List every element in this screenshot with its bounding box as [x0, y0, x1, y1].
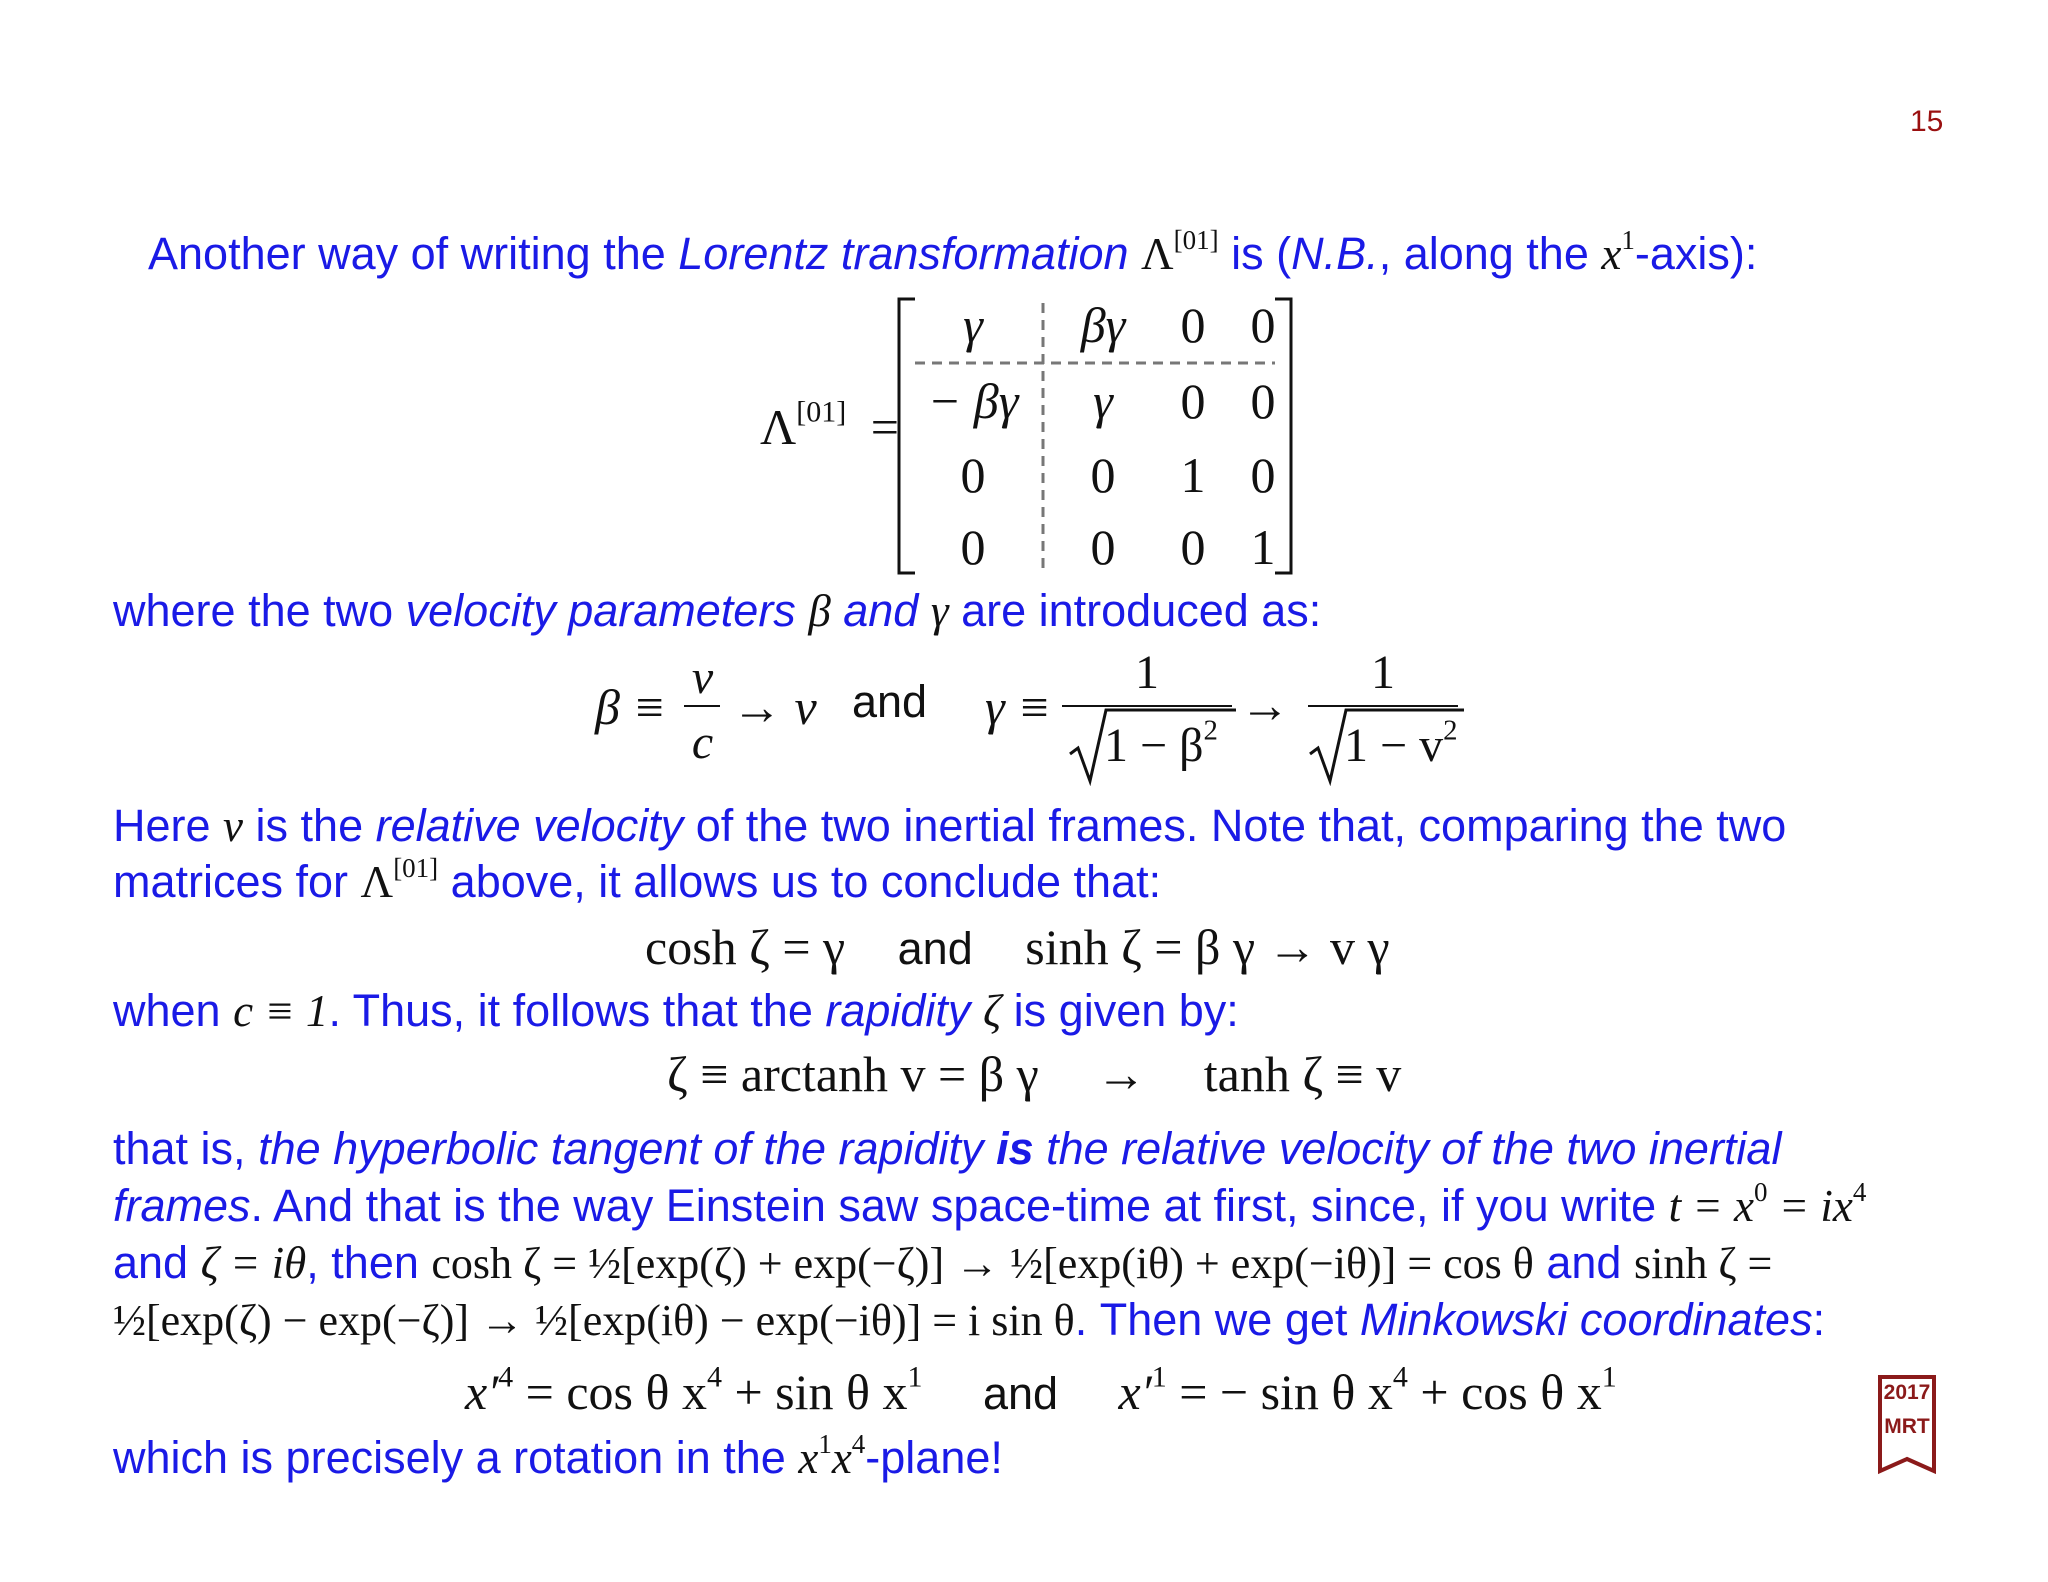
- beta-symbol: β: [808, 586, 831, 636]
- intro-term: Lorentz transformation: [678, 228, 1129, 279]
- m-2-2: 1: [1180, 447, 1206, 503]
- and-word-1: [852, 676, 927, 728]
- rapidity-line: [113, 985, 1239, 1037]
- right-sin: = − sin θ x: [1166, 1364, 1393, 1420]
- and-text-3: and: [982, 1368, 1059, 1419]
- rapidity-text-2: . Thus, it follows that the: [328, 985, 826, 1036]
- frac2-den-text: 1 − v: [1344, 719, 1444, 772]
- intro-text-2: is (: [1218, 228, 1292, 279]
- xprime4-sup: 4: [498, 1360, 514, 1394]
- rapidity-term: rapidity: [825, 985, 971, 1036]
- page-number: 15: [1910, 105, 1944, 138]
- minkowski-equation: [465, 1360, 1617, 1421]
- m-0-1: βγ: [1080, 297, 1126, 353]
- m-1-1: γ: [1093, 373, 1113, 429]
- frac2-num: 1: [1371, 646, 1395, 699]
- relative-term: relative velocity: [375, 800, 684, 851]
- v-symbol: v: [223, 801, 244, 851]
- xprime1: x′: [1118, 1364, 1152, 1420]
- para-line-4: [113, 1294, 1825, 1346]
- cosh-equation: [645, 918, 1390, 976]
- tanh-right: tanh ζ ≡ v: [1203, 1046, 1402, 1102]
- para-text-3b: , then: [306, 1237, 432, 1288]
- cosh-left: cosh ζ = γ: [645, 919, 846, 975]
- minkowski-term: Minkowski coordinates: [1359, 1294, 1813, 1345]
- right-sup2: 4: [1392, 1360, 1408, 1394]
- relative-line-1: [113, 800, 1786, 852]
- rapidity-text-3: is given by:: [1001, 985, 1239, 1036]
- sinh-expansion: ½[exp(ζ) − exp(−ζ)] → ½[exp(iθ) − exp(−iθ)] = i sin θ: [113, 1296, 1075, 1345]
- relative-line-2: [113, 852, 1162, 908]
- zeta-equals-itheta: ζ = iθ: [200, 1238, 307, 1288]
- sinh-start: sinh ζ =: [1633, 1239, 1773, 1288]
- arrow-v: → v: [732, 679, 817, 735]
- frac1-den-text: 1 − β: [1104, 719, 1204, 772]
- m-1-0: − βγ: [927, 373, 1019, 429]
- m-0-3: 0: [1250, 297, 1276, 353]
- m-3-3: 1: [1250, 519, 1276, 575]
- beta-def: β ≡: [595, 679, 667, 735]
- left-sin: + sin θ x: [721, 1364, 908, 1420]
- intro-text: Another way of writing the: [148, 228, 679, 279]
- velocity-text-2: are introduced as:: [948, 585, 1322, 636]
- left-sup2: 4: [706, 1360, 722, 1394]
- intro-text-4: -axis):: [1634, 228, 1758, 279]
- and-text-1: and: [852, 676, 928, 727]
- frac1-num: 1: [1135, 646, 1159, 699]
- matrix-lhs: [760, 395, 899, 456]
- intro-line: [148, 224, 1758, 280]
- relative-text-2: is the: [243, 800, 376, 851]
- frac-v-num: v: [691, 651, 714, 704]
- left-cos: = cos θ x: [513, 1364, 707, 1420]
- gamma-arrow: →: [1240, 677, 1290, 733]
- x-sup: 1: [1621, 224, 1635, 255]
- para-frames: frames: [113, 1180, 251, 1231]
- m-1-3: 0: [1250, 373, 1276, 429]
- m-2-0: 0: [960, 447, 986, 503]
- x-symbol: x: [1601, 229, 1622, 279]
- arctanh-left: ζ ≡ arctanh v = β γ: [667, 1046, 1039, 1102]
- para-line-2: [113, 1176, 1867, 1232]
- m-2-1: 0: [1090, 447, 1116, 503]
- para-text-1b: the hyperbolic tangent of the rapidity: [258, 1123, 997, 1174]
- sinh-right: sinh ζ = β γ → v γ: [1025, 919, 1390, 975]
- para-text-3c: and: [1533, 1237, 1634, 1288]
- velocity-line: [113, 585, 1321, 637]
- gamma-def: γ ≡: [985, 679, 1051, 735]
- right-sup3: 1: [1601, 1360, 1617, 1394]
- nb-text: N.B.: [1291, 228, 1379, 279]
- arctanh-arrow: →: [1096, 1046, 1147, 1102]
- para-line-1: [113, 1123, 1781, 1175]
- closing-line: [113, 1428, 1003, 1484]
- velocity-text: where the two: [113, 585, 406, 636]
- and-text-2: and: [897, 923, 973, 974]
- m-0-0: γ: [963, 297, 983, 353]
- matrix-equals: =: [870, 399, 899, 455]
- frac1-den-sup: 2: [1203, 714, 1218, 747]
- velocity-term: velocity parameters: [405, 585, 796, 636]
- para-line-3: [113, 1237, 1772, 1289]
- m-3-1: 0: [1090, 519, 1116, 575]
- rapidity-text: when: [113, 985, 234, 1036]
- zeta-symbol: ζ: [982, 986, 1002, 1036]
- frac1-den: [1104, 714, 1244, 773]
- c-equals-one: c ≡ 1: [233, 986, 329, 1036]
- m-2-3: 0: [1250, 447, 1276, 503]
- cosh-expansion: cosh ζ = ½[exp(ζ) + exp(−ζ)] → ½[exp(iθ) + exp(−iθ)] = cos θ: [431, 1239, 1534, 1288]
- sup-4: 4: [1852, 1176, 1867, 1207]
- t-equals-x0: t = x: [1668, 1181, 1754, 1231]
- left-sup3: 1: [907, 1360, 923, 1394]
- sup-0: 0: [1753, 1176, 1768, 1207]
- relative-text-5: above, it allows us to conclude that:: [438, 856, 1162, 907]
- and-text: and: [830, 585, 931, 636]
- x4: x: [831, 1433, 852, 1483]
- para-text-4a: . Then we get: [1074, 1294, 1360, 1345]
- right-cos: + cos θ x: [1407, 1364, 1602, 1420]
- intro-text-3: , along the: [1378, 228, 1602, 279]
- arctanh-equation: [667, 1045, 1401, 1103]
- gamma-symbol: γ: [930, 586, 949, 636]
- matrix-lambda-sup: [01]: [796, 395, 847, 429]
- frac-v-bar: [684, 705, 720, 707]
- lambda-sup-2: [01]: [393, 852, 439, 883]
- para-is-bold: is: [996, 1123, 1034, 1174]
- para-text-1d: the relative velocity of the two inertial: [1033, 1123, 1782, 1174]
- frac2-den: [1344, 714, 1464, 773]
- closing-text: which is precisely a rotation in the: [113, 1432, 799, 1483]
- xprime4: x′: [465, 1364, 499, 1420]
- frac-c-den: c: [691, 716, 714, 769]
- x1-sup: 1: [818, 1428, 832, 1459]
- matrix-lambda: Λ: [760, 399, 797, 455]
- para-text-2b: . And that is the way Einstein saw space-time at first, since, if you write: [250, 1180, 1669, 1231]
- closing-text-2: -plane!: [865, 1432, 1003, 1483]
- relative-text: Here: [113, 800, 224, 851]
- lambda-symbol: Λ: [1141, 229, 1174, 279]
- m-1-2: 0: [1180, 373, 1206, 429]
- lambda-sup: [01]: [1173, 224, 1219, 255]
- para-text-1a: that is,: [113, 1123, 259, 1174]
- badge-year: 2017: [1883, 1381, 1931, 1404]
- badge-initials: MRT: [1884, 1415, 1930, 1438]
- m-0-2: 0: [1180, 297, 1206, 353]
- frac2-den-sup: 2: [1443, 714, 1458, 747]
- relative-text-3: of the two inertial frames. Note that, comparing the two: [683, 800, 1787, 851]
- x4-sup: 4: [851, 1428, 866, 1459]
- lambda-symbol-2: Λ: [360, 857, 394, 907]
- relative-text-4: matrices for: [113, 856, 361, 907]
- m-3-2: 0: [1180, 519, 1206, 575]
- para-text-3a: and: [113, 1237, 201, 1288]
- equals-ix4: = ix: [1767, 1181, 1853, 1231]
- x1: x: [798, 1433, 819, 1483]
- m-3-0: 0: [960, 519, 986, 575]
- mrt-badge: [1878, 1375, 1936, 1475]
- para-text-4c: :: [1812, 1294, 1826, 1345]
- xprime1-sup: 1: [1151, 1360, 1167, 1394]
